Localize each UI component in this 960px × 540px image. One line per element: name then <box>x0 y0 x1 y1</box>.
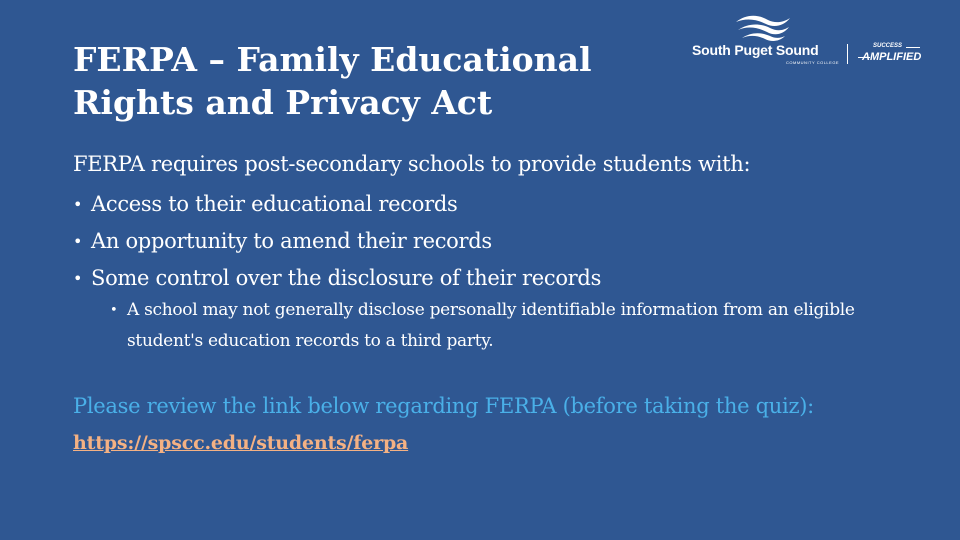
college-logo <box>692 12 932 68</box>
bullet-item <box>73 260 601 297</box>
bullet-text: An opportunity to amend their records <box>91 229 492 253</box>
slide-title: FERPA – Family Educational Rights and Privacy Act <box>73 40 592 122</box>
logo-divider <box>847 44 848 64</box>
tagline-bottom: AMPLIFIED <box>862 51 922 63</box>
tagline-top-rule <box>906 47 920 48</box>
sub-bullet-text: A school may not generally disclose personally identifiable information from an eligible student's education records to a third party. <box>127 300 855 351</box>
school-subtitle: COMMUNITY COLLEGE <box>786 60 840 65</box>
bullet-icon: • <box>73 232 83 251</box>
review-text: Please review the link below regarding FERPA (before taking the quiz): <box>73 394 814 418</box>
bullet-list <box>73 186 601 297</box>
school-name: South Puget Sound <box>692 42 819 58</box>
intro-text: FERPA requires post-secondary schools to provide students with: <box>73 152 751 176</box>
bullet-item <box>73 223 601 260</box>
ferpa-link[interactable]: https://spscc.edu/students/ferpa <box>73 432 409 454</box>
bullet-icon: • <box>73 195 83 214</box>
bullet-icon: • <box>73 269 83 288</box>
bullet-item <box>73 186 601 223</box>
tagline-top: SUCCESS <box>873 43 903 49</box>
sub-bullet-icon: • <box>110 303 118 318</box>
sub-bullet-item <box>110 295 900 357</box>
waves-icon <box>732 12 792 42</box>
bullet-text: Some control over the disclosure of their records <box>91 266 602 290</box>
bullet-text: Access to their educational records <box>91 192 458 216</box>
